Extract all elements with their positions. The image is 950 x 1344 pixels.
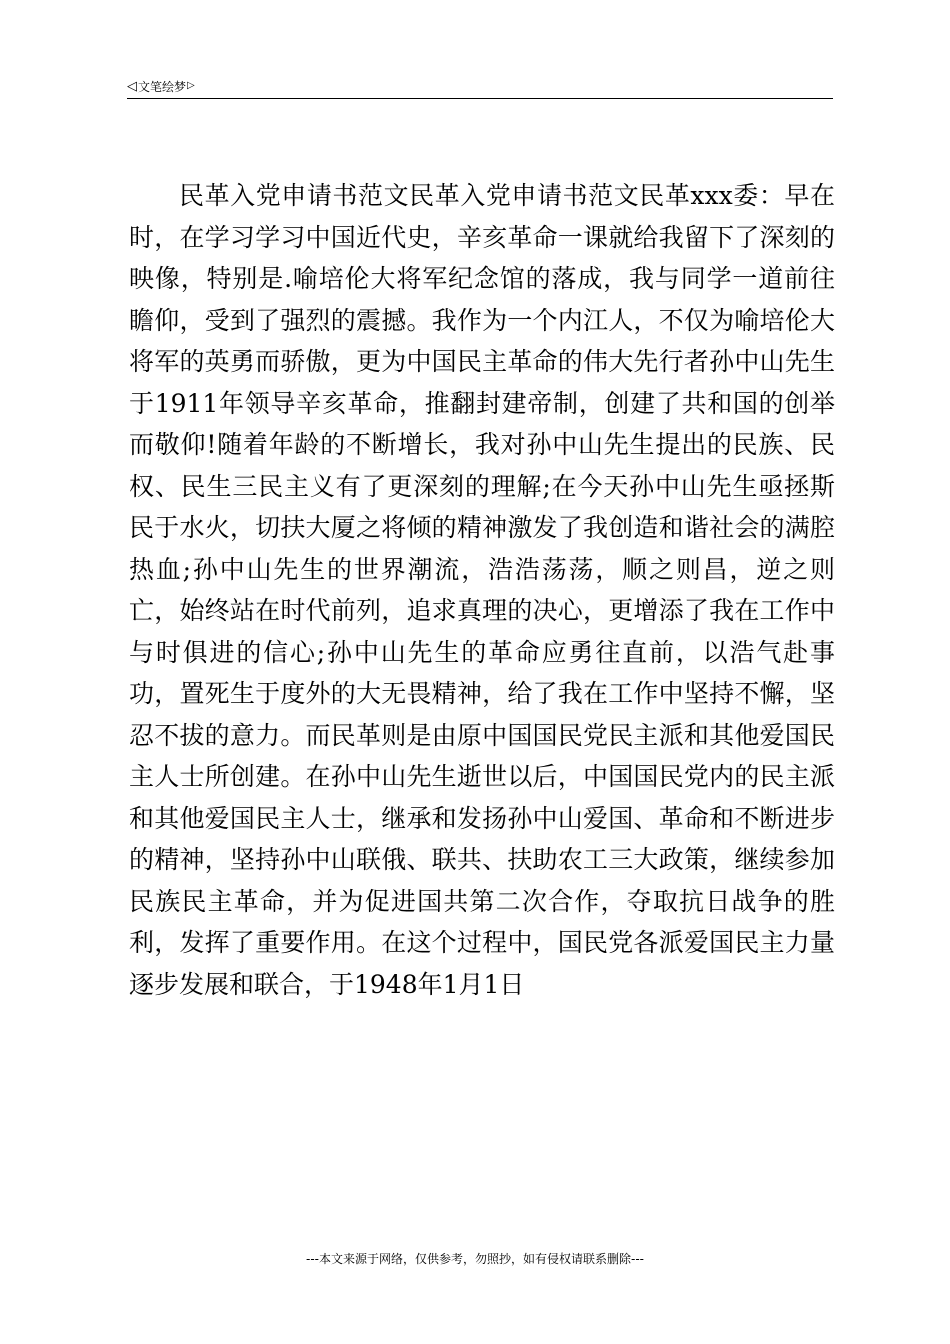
page-header xyxy=(127,74,833,99)
document-body: 民革入党申请书范文民革入党申请书范文民革xxx委：早在时，在学习学习中国近代史，辛亥革命一课就给我留下了深刻的映像，特别是.喻培伦大将军纪念馆的落成，我与同学一道前往瞻仰，受到了强烈的震撼。我作为一个内江人，不仅为喻培伦大将军的英勇而骄傲，更为中国民主革命的伟大先行者孙中山先生于1911年领导辛亥革命，推翻封建帝制，创建了共和国的创举而敬仰!随着年龄的不断增长，我对孙中山先生提出的民族、民权、民生三民主义有了更深刻的理解;在今天孙中山先生亟拯斯民于水火，切扶大厦之将倾的精神激发了我创造和谐社会的满腔热血;孙中山先生的世界潮流，浩浩荡荡，顺之则昌，逆之则亡，始终站在时代前列，追求真理的决心，更增添了我在工作中与时俱进的信心;孙中山先生的革命应勇往直前，以浩气赴事功，置死生于度外的大无畏精神，给了我在工作中坚持不懈，坚忍不拔的意力。而民革则是由原中国国民党民主派和其他爱国民主人士所创建。在孙中山先生逝世以后，中国国民党内的民主派和其他爱国民主人士，继承和发扬孙中山爱国、革命和不断进步的精神，坚持孙中山联俄、联共、扶助农工三大政策，继续参加民族民主革命，并为促进国共第二次合作，夺取抗日战争的胜利，发挥了重要作用。在这个过程中，国民党各派爱国民主力量逐步发展和联合，于1948年1月1日 xyxy=(129,181,835,999)
page-footer: ---本文来源于网络，仅供参考，勿照抄，如有侵权请联系删除--- xyxy=(306,1252,644,1266)
triangle-right-icon: ▷ xyxy=(187,80,195,91)
header-title: 文笔绘梦 xyxy=(138,79,187,94)
triangle-left-icon: ◁ xyxy=(127,78,137,94)
